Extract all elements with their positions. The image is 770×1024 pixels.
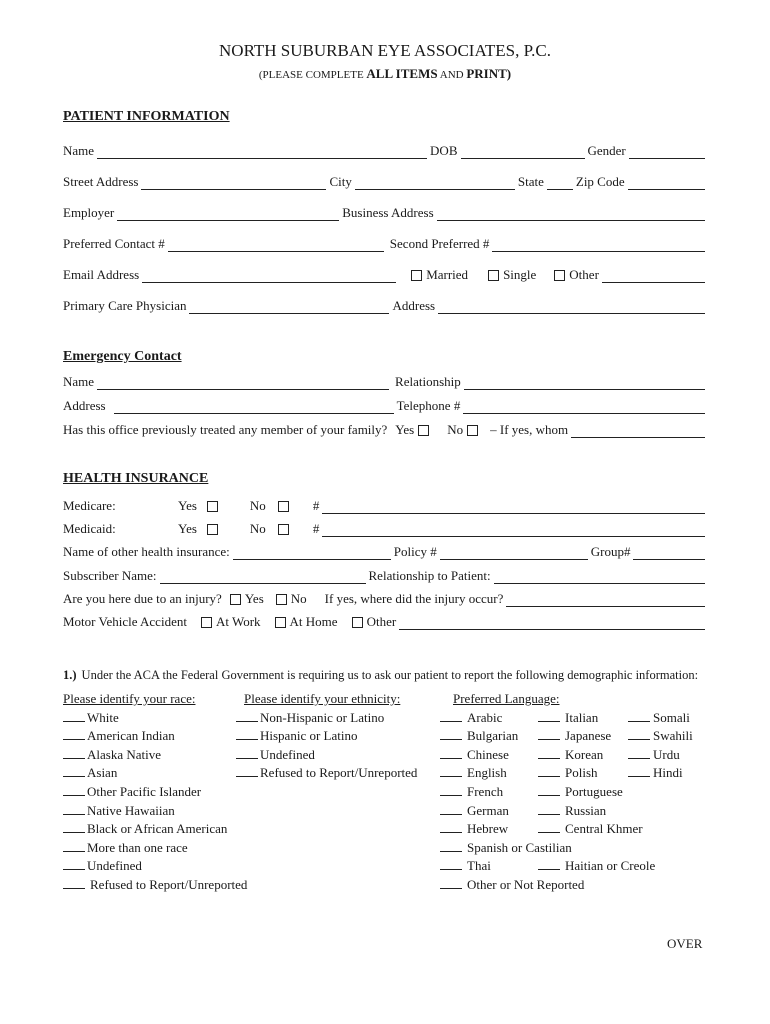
mva-row <box>63 610 708 630</box>
gender-field[interactable] <box>629 145 705 159</box>
race-option[interactable]: Asian <box>63 764 247 783</box>
race-heading: Please identify your race: <box>63 691 196 706</box>
language-option[interactable]: Thai <box>440 857 584 876</box>
medicaid-number-field[interactable] <box>322 523 705 537</box>
other-location-field[interactable] <box>399 616 705 630</box>
business-address-field[interactable] <box>437 207 705 221</box>
pcp-address-field[interactable] <box>438 300 705 314</box>
injury-where-field[interactable] <box>506 593 705 607</box>
language-option[interactable]: Hindi <box>628 764 693 783</box>
single-label: Single <box>503 267 537 282</box>
injury-yes-checkbox[interactable] <box>230 594 241 605</box>
patient-row-contact <box>63 232 708 252</box>
race-option[interactable]: White <box>63 709 247 728</box>
group-field[interactable] <box>633 546 705 560</box>
ethnicity-heading: Please identify your ethnicity: <box>244 691 401 706</box>
city-field[interactable] <box>355 176 515 190</box>
at-home-label: At Home <box>289 614 338 629</box>
language-option[interactable]: Hebrew <box>440 820 584 839</box>
emergency-address-label: Address <box>63 398 106 413</box>
relationship-patient-label: Relationship to Patient: <box>368 568 491 583</box>
email-label: Email Address <box>63 267 140 282</box>
medicaid-yes-checkbox[interactable] <box>207 524 218 535</box>
language-option[interactable]: Spanish or Castilian <box>440 839 584 858</box>
emergency-row-name <box>63 370 708 390</box>
question-number: 1.) <box>63 668 77 682</box>
family-question: Has this office previously treated any member of your family? <box>63 422 388 437</box>
married-checkbox[interactable] <box>411 270 422 281</box>
patient-row-email <box>63 263 708 283</box>
medicare-no-checkbox[interactable] <box>278 501 289 512</box>
family-yes-label: Yes <box>395 422 415 437</box>
race-option[interactable]: American Indian <box>63 727 247 746</box>
dob-field[interactable] <box>461 145 585 159</box>
policy-field[interactable] <box>440 546 588 560</box>
other-insurance-field[interactable] <box>233 546 391 560</box>
ethnicity-column <box>236 690 417 783</box>
race-option[interactable]: Black or African American <box>63 820 247 839</box>
insurance-heading: HEALTH INSURANCE <box>63 471 209 486</box>
other-insurance-label: Name of other health insurance: <box>63 544 230 559</box>
ethnicity-option[interactable]: Hispanic or Latino <box>236 727 417 746</box>
subscriber-label: Subscriber Name: <box>63 568 157 583</box>
language-column-3 <box>628 690 693 783</box>
language-option[interactable]: Japanese <box>538 727 655 746</box>
street-field[interactable] <box>141 176 326 190</box>
business-address-label: Business Address <box>342 205 434 220</box>
emergency-row-address <box>63 394 708 414</box>
at-work-label: At Work <box>215 614 261 629</box>
race-option[interactable]: Other Pacific Islander <box>63 783 247 802</box>
language-option[interactable]: Russian <box>538 802 655 821</box>
pcp-label: Primary Care Physician <box>63 298 187 313</box>
race-column <box>63 690 247 895</box>
zip-field[interactable] <box>628 176 705 190</box>
demographics-intro-text: Under the ACA the Federal Government is requiring us to ask our patient to report the following demographic information: <box>81 668 699 682</box>
name-label: Name <box>63 143 95 158</box>
language-option[interactable]: Chinese <box>440 746 584 765</box>
language-option[interactable]: Swahili <box>628 727 693 746</box>
at-home-checkbox[interactable] <box>275 617 286 628</box>
medicare-number-field[interactable] <box>322 500 705 514</box>
other-insurance-row <box>63 540 708 560</box>
injury-no-label: No <box>290 591 307 606</box>
medicare-label: Medicare: <box>63 498 116 513</box>
language-option[interactable]: Central Khmer <box>538 820 655 839</box>
injury-no-checkbox[interactable] <box>276 594 287 605</box>
pcp-address-label: Address <box>392 298 436 313</box>
language-option[interactable]: French <box>440 783 584 802</box>
medicaid-yes-label: Yes <box>178 521 197 536</box>
state-label: State <box>517 174 544 189</box>
mva-label: Motor Vehicle Accident <box>63 614 187 629</box>
gender-label: Gender <box>587 143 626 158</box>
form-instructions: (PLEASE COMPLETE ALL ITEMS AND PRINT) <box>258 66 512 81</box>
injury-row <box>63 587 708 607</box>
language-option[interactable]: Bulgarian <box>440 727 584 746</box>
other-marital-field[interactable] <box>602 269 705 283</box>
if-yes-whom-label: – If yes, whom <box>490 422 569 437</box>
preferred-contact-field[interactable] <box>168 238 384 252</box>
injury-where-label: If yes, where did the injury occur? <box>324 591 504 606</box>
at-work-checkbox[interactable] <box>201 617 212 628</box>
patient-row-address <box>63 170 708 190</box>
medicaid-no-checkbox[interactable] <box>278 524 289 535</box>
emergency-name-field[interactable] <box>97 376 389 390</box>
medicaid-row <box>63 517 708 537</box>
subscriber-field[interactable] <box>160 570 366 584</box>
patient-info-heading: PATIENT INFORMATION <box>63 109 230 124</box>
medicare-yes-label: Yes <box>178 498 197 513</box>
language-option[interactable]: Portuguese <box>538 783 655 802</box>
demographics-intro <box>63 663 708 683</box>
other-location-checkbox[interactable] <box>352 617 363 628</box>
medicare-row <box>63 494 708 514</box>
race-option[interactable]: Undefined <box>63 857 247 876</box>
race-option[interactable]: Refused to Report/Unreported <box>63 876 247 895</box>
emergency-heading: Emergency Contact <box>63 349 182 364</box>
medicaid-no-label: No <box>249 521 266 536</box>
ethnicity-option[interactable]: Undefined <box>236 746 417 765</box>
emergency-row-family <box>63 418 708 438</box>
race-option[interactable]: Native Hawaiian <box>63 802 247 821</box>
language-option[interactable]: Urdu <box>628 746 693 765</box>
language-option[interactable]: Korean <box>538 746 655 765</box>
injury-question: Are you here due to an injury? <box>63 591 222 606</box>
language-option[interactable]: Haitian or Creole <box>538 857 655 876</box>
employer-label: Employer <box>63 205 115 220</box>
pcp-field[interactable] <box>189 300 389 314</box>
email-field[interactable] <box>142 269 396 283</box>
emergency-address-field[interactable] <box>114 400 394 414</box>
second-preferred-label: Second Preferred # <box>389 236 490 251</box>
relationship-label: Relationship <box>395 374 461 389</box>
zip-label: Zip Code <box>575 174 625 189</box>
dob-label: DOB <box>430 143 458 158</box>
relationship-patient-field[interactable] <box>494 570 705 584</box>
medicare-yes-checkbox[interactable] <box>207 501 218 512</box>
preferred-contact-label: Preferred Contact # <box>63 236 165 251</box>
medicare-hash-label: # <box>312 498 320 513</box>
single-checkbox[interactable] <box>488 270 499 281</box>
subscriber-row <box>63 564 708 584</box>
ethnicity-option[interactable]: Non-Hispanic or Latino <box>236 709 417 728</box>
family-no-label: No <box>447 422 464 437</box>
emergency-name-label: Name <box>63 374 95 389</box>
language-option[interactable]: German <box>440 802 584 821</box>
name-field[interactable] <box>97 145 427 159</box>
medicare-no-label: No <box>249 498 266 513</box>
telephone-field[interactable] <box>463 400 705 414</box>
patient-row-employer <box>63 201 708 221</box>
group-label: Group# <box>590 544 631 559</box>
other-location-label: Other <box>366 614 397 629</box>
language-option[interactable]: Other or Not Reported <box>440 876 584 895</box>
injury-yes-label: Yes <box>244 591 264 606</box>
if-yes-whom-field[interactable] <box>571 424 705 438</box>
language-option[interactable]: Somali <box>628 709 693 728</box>
family-no-checkbox[interactable] <box>467 425 478 436</box>
form-title: NORTH SUBURBAN EYE ASSOCIATES, P.C. <box>219 41 551 60</box>
ethnicity-option[interactable]: Refused to Report/Unreported <box>236 764 417 783</box>
over-page-note: OVER <box>667 936 703 951</box>
language-option[interactable]: Italian <box>538 709 655 728</box>
race-option[interactable]: Alaska Native <box>63 746 247 765</box>
language-option[interactable]: Polish <box>538 764 655 783</box>
patient-row-name <box>63 139 708 159</box>
street-label: Street Address <box>63 174 139 189</box>
relationship-field[interactable] <box>464 376 705 390</box>
state-field[interactable] <box>547 176 573 190</box>
medicaid-hash-label: # <box>312 521 320 536</box>
family-yes-checkbox[interactable] <box>418 425 429 436</box>
other-marital-checkbox[interactable] <box>554 270 565 281</box>
married-label: Married <box>426 267 469 282</box>
language-option[interactable]: English <box>440 764 584 783</box>
medicaid-label: Medicaid: <box>63 521 116 536</box>
employer-field[interactable] <box>117 207 339 221</box>
telephone-label: Telephone # <box>396 398 461 413</box>
city-label: City <box>329 174 352 189</box>
patient-row-pcp <box>63 294 708 314</box>
other-marital-label: Other <box>569 267 599 282</box>
language-heading: Preferred Language: <box>453 691 560 706</box>
race-option[interactable]: More than one race <box>63 839 247 858</box>
language-option[interactable]: Arabic <box>440 709 584 728</box>
second-preferred-field[interactable] <box>492 238 705 252</box>
policy-label: Policy # <box>393 544 437 559</box>
